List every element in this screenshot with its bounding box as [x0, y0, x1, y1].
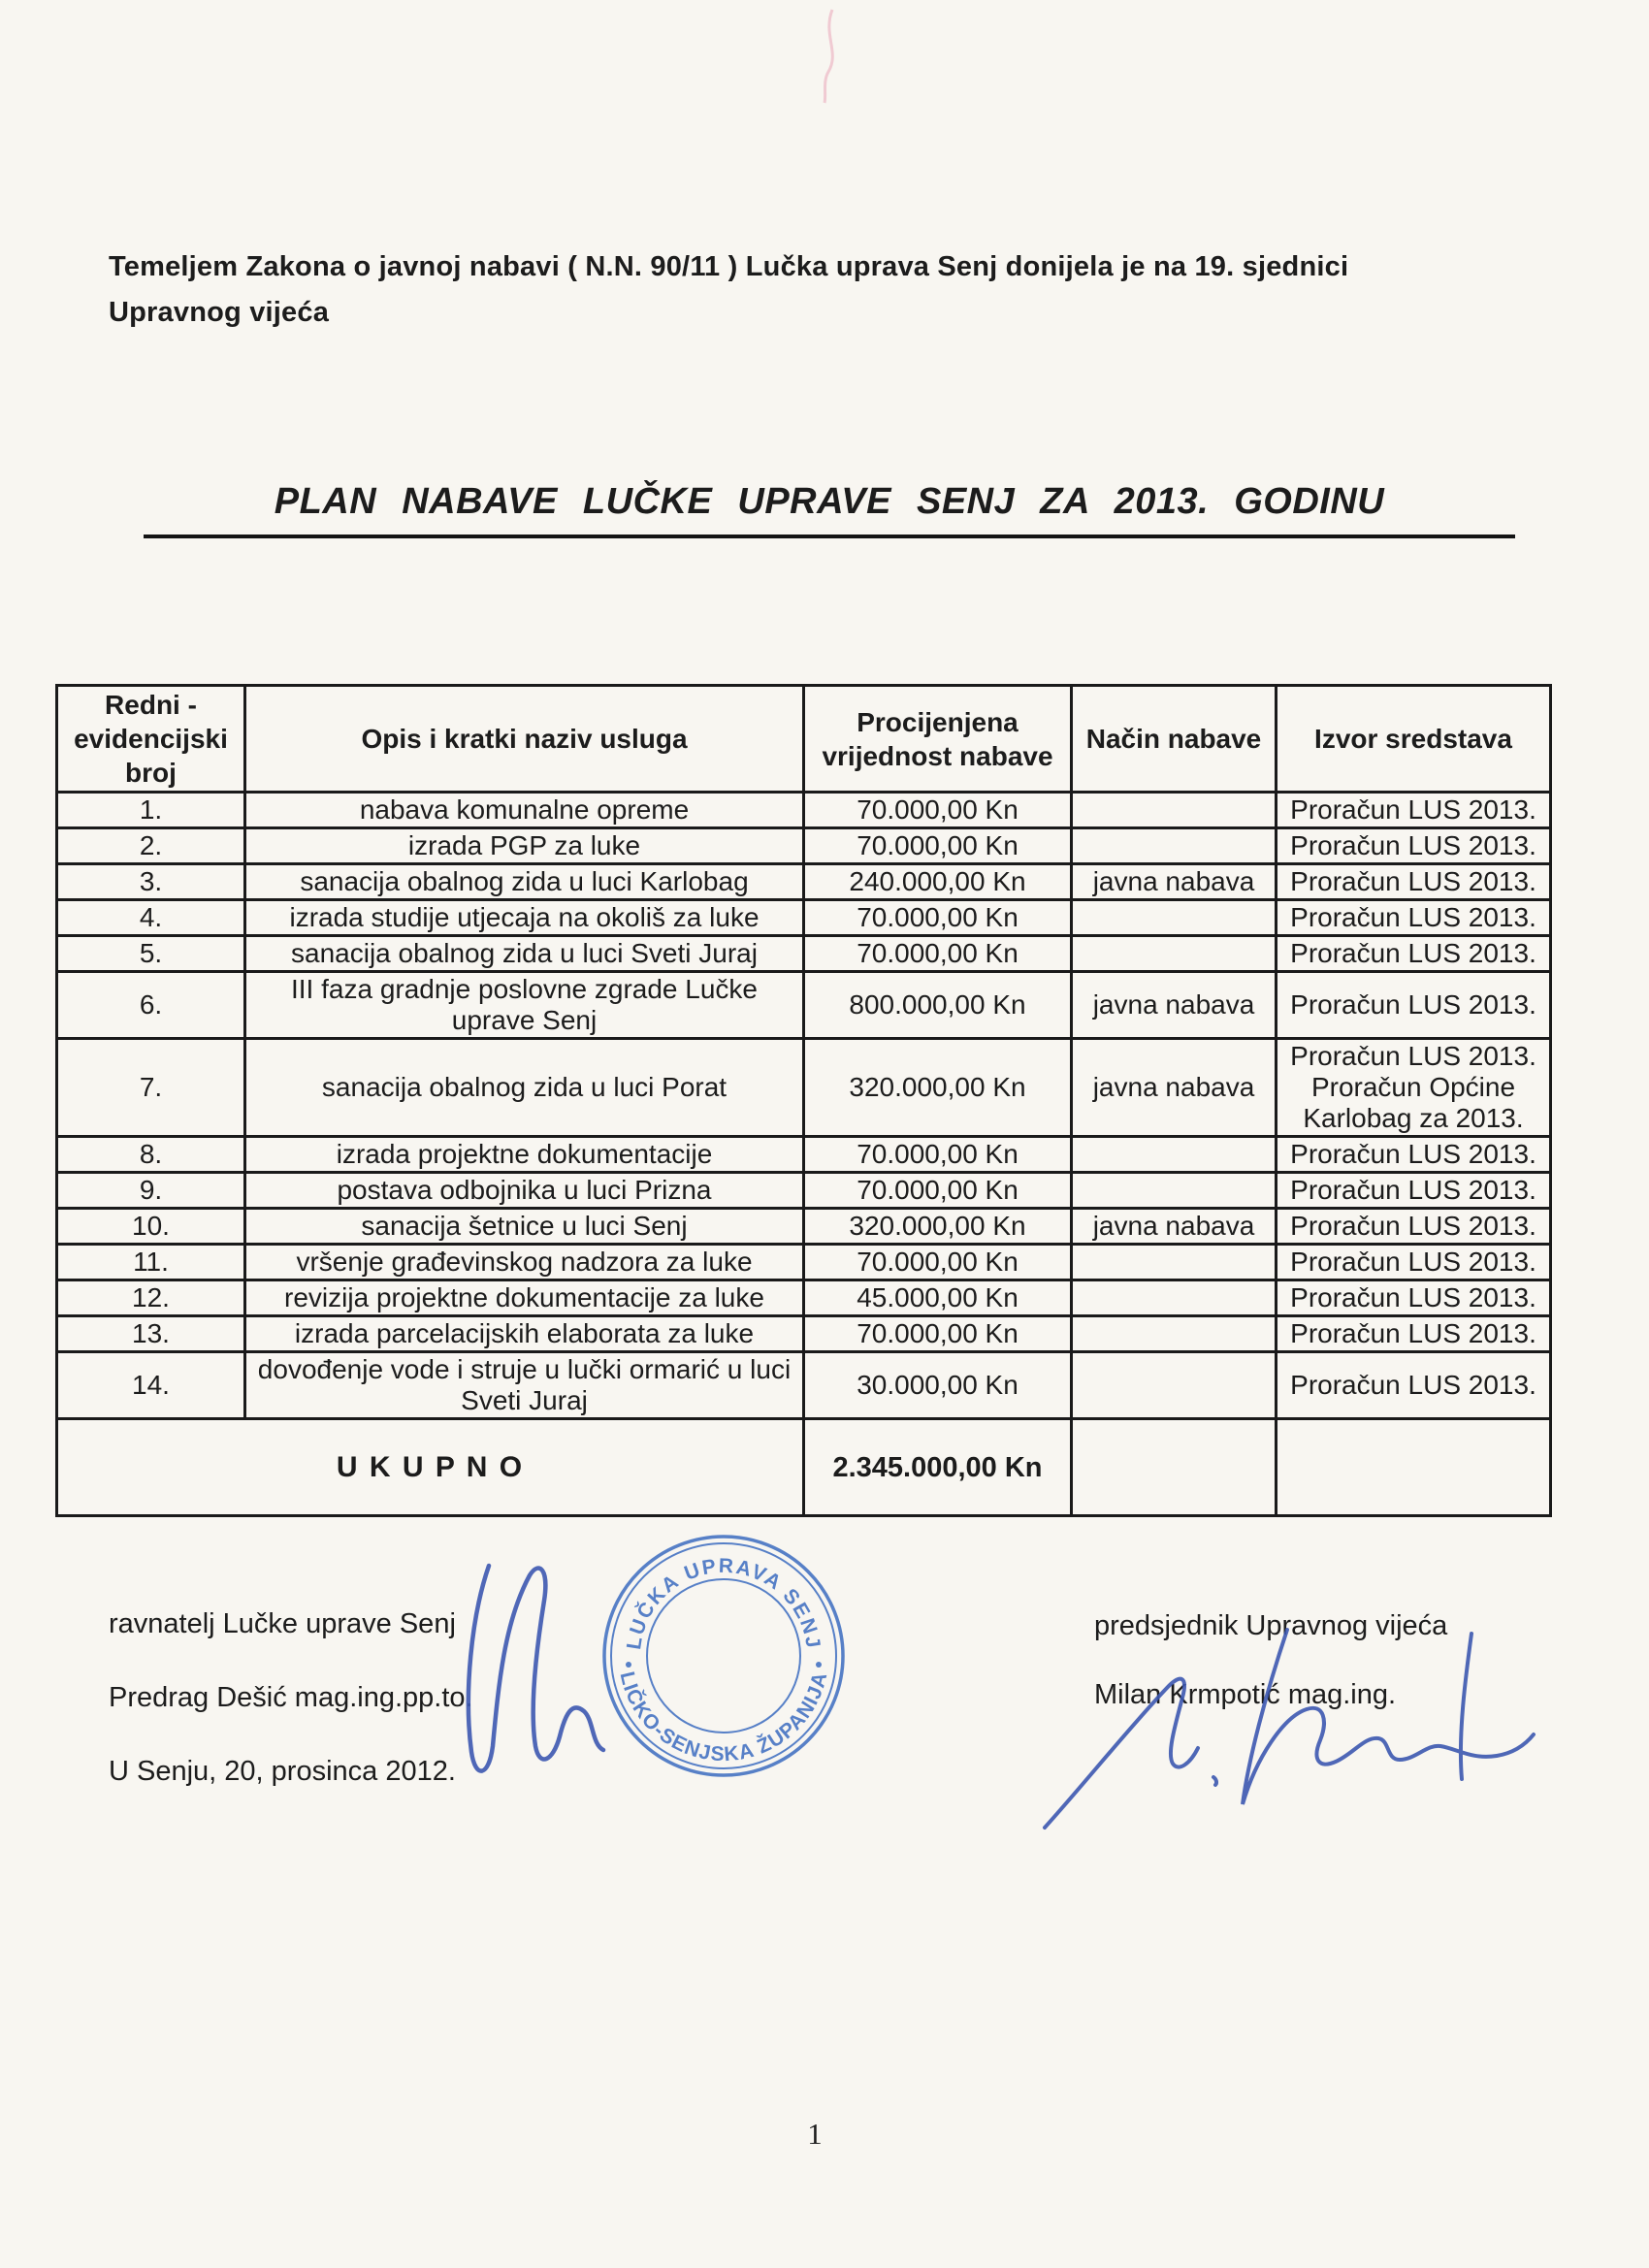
page-number: 1 — [807, 2117, 823, 2151]
cell-redni-broj: 13. — [57, 1316, 245, 1352]
cell-nacin-nabave — [1072, 900, 1277, 936]
cell-redni-broj: 6. — [57, 972, 245, 1039]
handwritten-signature-left — [438, 1558, 623, 1815]
cell-opis: izrada projektne dokumentacije — [245, 1137, 804, 1173]
total-izvor-empty — [1277, 1419, 1551, 1516]
cell-nacin-nabave: javna nabava — [1072, 972, 1277, 1039]
cell-vrijednost: 70.000,00 Kn — [804, 1137, 1072, 1173]
cell-opis: III faza gradnje poslovne zgrade Lučke uprave Senj — [245, 972, 804, 1039]
cell-vrijednost: 70.000,00 Kn — [804, 1173, 1072, 1209]
header-nacin-nabave: Način nabave — [1072, 686, 1277, 793]
cell-vrijednost: 70.000,00 Kn — [804, 793, 1072, 828]
stamp-separator-dot-right — [816, 1662, 822, 1668]
cell-izvor-sredstava: Proračun LUS 2013. — [1277, 1352, 1551, 1419]
cell-opis: postava odbojnika u luci Prizna — [245, 1173, 804, 1209]
table-row — [57, 936, 1551, 972]
cell-izvor-sredstava: Proračun LUS 2013. — [1277, 936, 1551, 972]
cell-vrijednost: 240.000,00 Kn — [804, 864, 1072, 900]
cell-redni-broj: 11. — [57, 1245, 245, 1280]
table-row — [57, 900, 1551, 936]
cell-nacin-nabave — [1072, 1316, 1277, 1352]
cell-opis: dovođenje vode i struje u lučki ormarić u luci Sveti Juraj — [245, 1352, 804, 1419]
cell-opis: sanacija obalnog zida u luci Porat — [245, 1039, 804, 1137]
header-opis: Opis i kratki naziv usluga — [245, 686, 804, 793]
handwritten-signature-right — [1033, 1612, 1547, 1840]
table-row — [57, 1137, 1551, 1173]
cell-redni-broj: 14. — [57, 1352, 245, 1419]
intro-paragraph: Temeljem Zakona o javnoj nabavi ( N.N. 90/11 ) Lučka uprava Senj donijela je na 19. sjednici Upravnog vijeća — [109, 251, 1349, 328]
cell-redni-broj: 3. — [57, 864, 245, 900]
cell-redni-broj: 7. — [57, 1039, 245, 1137]
table-row — [57, 864, 1551, 900]
cell-nacin-nabave — [1072, 936, 1277, 972]
cell-redni-broj: 8. — [57, 1137, 245, 1173]
scan-artifact-squiggle — [795, 8, 863, 105]
signature-block-left — [109, 1608, 473, 1830]
stamp-separator-dot-left — [626, 1662, 631, 1668]
cell-nacin-nabave: javna nabava — [1072, 1209, 1277, 1245]
cell-vrijednost: 70.000,00 Kn — [804, 936, 1072, 972]
cell-nacin-nabave — [1072, 1352, 1277, 1419]
cell-vrijednost: 70.000,00 Kn — [804, 1316, 1072, 1352]
total-nacin-empty — [1072, 1419, 1277, 1516]
stamp-bottom-text: LIČKO-SENJSKA ŽUPANIJA — [615, 1669, 832, 1766]
cell-redni-broj: 12. — [57, 1280, 245, 1316]
header-izvor-sredstava: Izvor sredstava — [1277, 686, 1551, 793]
right-name: Milan Krmpotić mag.ing. — [1094, 1679, 1397, 1710]
table-row — [57, 1245, 1551, 1280]
cell-vrijednost: 320.000,00 Kn — [804, 1039, 1072, 1137]
cell-redni-broj: 1. — [57, 793, 245, 828]
left-name: Predrag Dešić mag.ing.pp.to. — [109, 1682, 473, 1713]
cell-izvor-sredstava: Proračun LUS 2013. — [1277, 828, 1551, 864]
cell-vrijednost: 70.000,00 Kn — [804, 1245, 1072, 1280]
cell-nacin-nabave: javna nabava — [1072, 1039, 1277, 1137]
cell-redni-broj: 10. — [57, 1209, 245, 1245]
cell-vrijednost: 30.000,00 Kn — [804, 1352, 1072, 1419]
total-row — [57, 1419, 1551, 1516]
cell-izvor-sredstava: Proračun LUS 2013. — [1277, 1173, 1551, 1209]
cell-vrijednost: 70.000,00 Kn — [804, 900, 1072, 936]
stamp-top-text: LUČKA UPRAVA SENJ — [623, 1554, 824, 1651]
cell-opis: izrada studije utjecaja na okoliš za luke — [245, 900, 804, 936]
left-role: ravnatelj Lučke uprave Senj — [109, 1608, 456, 1639]
cell-izvor-sredstava: Proračun LUS 2013. — [1277, 1245, 1551, 1280]
table-row — [57, 1039, 1551, 1137]
cell-opis: sanacija obalnog zida u luci Karlobag — [245, 864, 804, 900]
table-header-row — [57, 686, 1551, 793]
cell-nacin-nabave — [1072, 793, 1277, 828]
cell-vrijednost: 320.000,00 Kn — [804, 1209, 1072, 1245]
cell-redni-broj: 2. — [57, 828, 245, 864]
cell-izvor-sredstava: Proračun LUS 2013. — [1277, 900, 1551, 936]
cell-vrijednost: 45.000,00 Kn — [804, 1280, 1072, 1316]
cell-opis: nabava komunalne opreme — [245, 793, 804, 828]
cell-izvor-sredstava: Proračun LUS 2013. — [1277, 1209, 1551, 1245]
table-row — [57, 1316, 1551, 1352]
cell-nacin-nabave — [1072, 1245, 1277, 1280]
procurement-plan-table — [55, 684, 1552, 1517]
cell-nacin-nabave — [1072, 828, 1277, 864]
cell-opis: vršenje građevinskog nadzora za luke — [245, 1245, 804, 1280]
document-title-text: PLAN NABAVE LUČKE UPRAVE SENJ ZA 2013. GODINU — [274, 481, 1385, 522]
cell-redni-broj: 4. — [57, 900, 245, 936]
cell-vrijednost: 70.000,00 Kn — [804, 828, 1072, 864]
table-row — [57, 793, 1551, 828]
cell-opis: izrada PGP za luke — [245, 828, 804, 864]
cell-izvor-sredstava: Proračun LUS 2013. — [1277, 972, 1551, 1039]
cell-redni-broj: 9. — [57, 1173, 245, 1209]
cell-opis: sanacija obalnog zida u luci Sveti Juraj — [245, 936, 804, 972]
cell-opis: revizija projektne dokumentacije za luke — [245, 1280, 804, 1316]
cell-nacin-nabave — [1072, 1280, 1277, 1316]
total-label: U K U P N O — [57, 1419, 804, 1516]
cell-vrijednost: 800.000,00 Kn — [804, 972, 1072, 1039]
cell-izvor-sredstava: Proračun LUS 2013. — [1277, 1316, 1551, 1352]
cell-izvor-sredstava: Proračun LUS 2013. — [1277, 864, 1551, 900]
cell-nacin-nabave: javna nabava — [1072, 864, 1277, 900]
svg-text:LIČKO-SENJSKA ŽUPANIJA — [615, 1669, 831, 1766]
official-stamp — [597, 1529, 851, 1783]
cell-izvor-sredstava: Proračun LUS 2013. — [1277, 1137, 1551, 1173]
cell-izvor-sredstava: Proračun LUS 2013. — [1277, 1280, 1551, 1316]
cell-izvor-sredstava: Proračun LUS 2013. Proračun Općine Karlobag za 2013. — [1277, 1039, 1551, 1137]
left-date: U Senju, 20, prosinca 2012. — [109, 1756, 456, 1787]
table-row — [57, 1352, 1551, 1419]
table-row — [57, 828, 1551, 864]
cell-izvor-sredstava: Proračun LUS 2013. — [1277, 793, 1551, 828]
cell-nacin-nabave — [1072, 1137, 1277, 1173]
table-row — [57, 1280, 1551, 1316]
table-row — [57, 1209, 1551, 1245]
total-value: 2.345.000,00 Kn — [804, 1419, 1072, 1516]
header-vrijednost: Procijenjena vrijednost nabave — [804, 686, 1072, 793]
document-title — [144, 481, 1515, 538]
right-role: predsjednik Upravnog vijeća — [1094, 1610, 1448, 1641]
table-row — [57, 1173, 1551, 1209]
table-row — [57, 972, 1551, 1039]
cell-opis: sanacija šetnice u luci Senj — [245, 1209, 804, 1245]
cell-opis: izrada parcelacijskih elaborata za luke — [245, 1316, 804, 1352]
header-redni-broj: Redni - evidencijski broj — [57, 686, 245, 793]
cell-redni-broj: 5. — [57, 936, 245, 972]
cell-nacin-nabave — [1072, 1173, 1277, 1209]
